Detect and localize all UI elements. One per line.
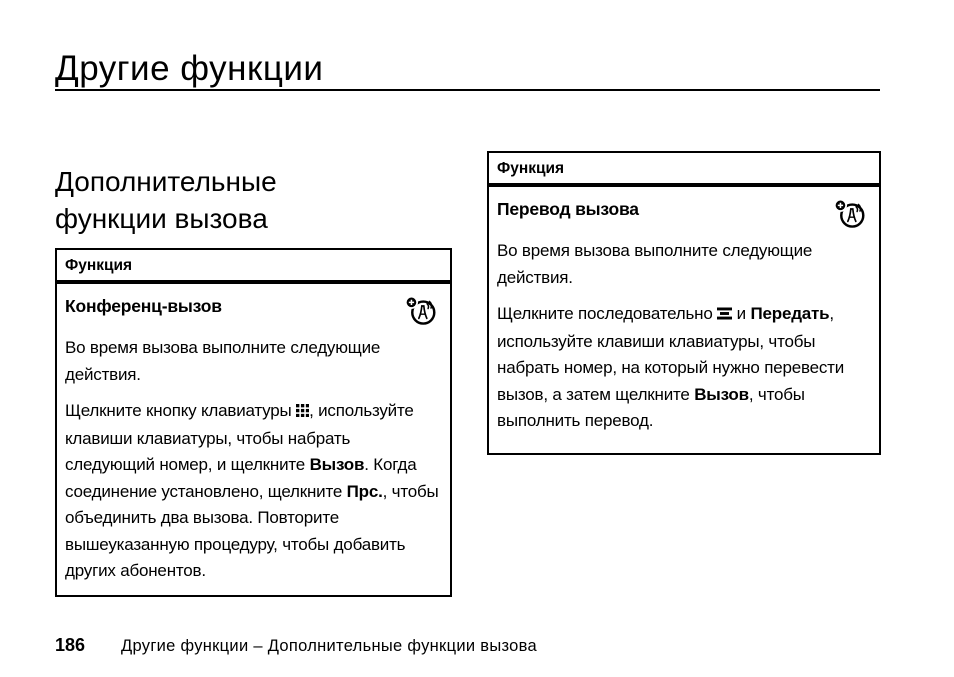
feature-paragraphs [497, 238, 869, 435]
section-heading: Дополнительные функции вызова [55, 166, 277, 235]
paragraph: Щелкните последовательно и Передать, используйте клавиши клавиатуры, чтобы набрать номер, на который нужно перевести вызов, а затем щелкните Вызов, чтобы выполнить перевод. [497, 304, 845, 430]
title-divider [55, 89, 880, 91]
keypad-icon [296, 399, 309, 426]
feature-row [65, 296, 440, 326]
feature-title: Перевод вызова [497, 199, 639, 219]
feature-table-call-transfer [487, 151, 881, 455]
feature-paragraphs [65, 335, 440, 585]
feature-row [497, 199, 869, 229]
table-header: Функция [57, 250, 450, 284]
page-number: 186 [55, 635, 86, 655]
feature-table-conference-call [55, 248, 452, 597]
cellular-network-plus-icon [404, 296, 438, 326]
page-title: Другие функции [55, 49, 324, 89]
cellular-network-plus-icon [833, 199, 867, 229]
paragraph: Щелкните кнопку клавиатуры , используйте клавиши клавиатуры, чтобы набрать следующий номер, и щелкните Вызов. Когда соединение установлено, щелкните Прс., чтобы объединить два вызова. Повторите вышеуказанную процедуру, чтобы добавить других абонентов. [65, 401, 439, 580]
table-body [57, 284, 450, 585]
footer-breadcrumb: Другие функции – Дополнительные функции вызова [121, 637, 537, 655]
menu-icon [717, 302, 732, 329]
table-header: Функция [489, 153, 879, 187]
paragraph: Во время вызова выполните следующие действия. [65, 338, 381, 384]
paragraph: Во время вызова выполните следующие действия. [497, 241, 813, 287]
table-body [489, 187, 879, 435]
feature-title: Конференц-вызов [65, 296, 222, 316]
